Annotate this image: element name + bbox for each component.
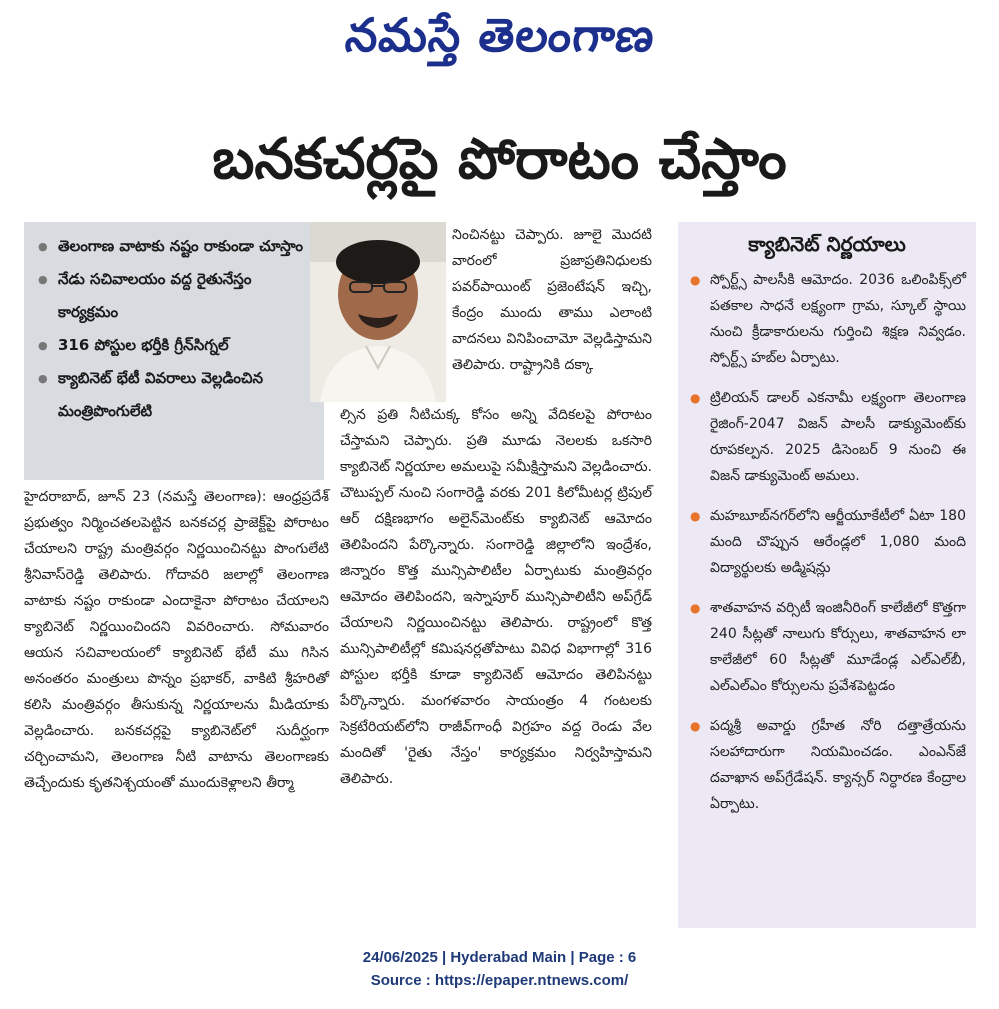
highlight-item: ● 316 పోస్టుల భర్తీకి గ్రీన్‌సిగ్నల్ — [34, 329, 316, 362]
footer-source-link[interactable]: Source : https://epaper.ntnews.com/ — [370, 972, 629, 989]
article-column-mid: ల్సిన ప్రతి నీటిచుక్క కోసం అన్ని వేదికలపై పోరాటం చేస్తామని చెప్పారు. ప్రతి మూడు నెలలకు ఒకసారి క్యాబినెట్ నిర్ణయాల అమలుపై సమీక్షిస్తామని వెల్లడించారు. చౌటుప్పల్ నుంచి సంగారెడ్డి వరకు 201 కిలోమీటర్ల ట్రిపుల్ ఆర్ దక్షిణభాగం అలైన్‌మెంట్‌కు క్యాబినెట్ ఆమోదం తెలిపిందని పేర్కొన్నారు. సంగారెడ్డి జిల్లాలోని ఇంద్రేశం, జిన్నారం కొత్త మున్సిపాలిటీల ఏర్పాటుకు మంత్రివర్గం ఆమోదం తెలిపిందని, ఇస్నాపూర్ మున్సిపాలిటీని అప్‌గ్రేడ్ చేయాలని నిర్ణయించినట్టు తెలిపారు. రాష్ట్రంలో కొత్త మున్సిపాలిటీల్లో కమిషనర్లతోపాటు వివిధ విభాగాల్లో 316 పోస్టుల భర్తీకి కూడా క్యాబినెట్ ఆమోదం తెలిపినట్టు పేర్కొన్నారు. మంగళవారం సాయంత్రం 4 గంటలకు సెక్రటేరియట్‌లోని రాజీవ్‌గాంధీ విగ్రహం వద్ద రెండు వేల మందితో 'రైతు నేస్తం' కార్యక్రమం నిర్వహిస్తామని తెలిపారు. — [340, 407, 652, 787]
highlight-item: ● తెలంగాణ వాటాకు నష్టం రాకుండా చూస్తాం — [34, 230, 316, 263]
cabinet-item: ● ట్రిలియన్ డాలర్ ఎకనామీ లక్ష్యంగా తెలంగాణ రైజింగ్-2047 విజన్ పాలసీ డాక్యుమెంట్‌కు రూపకల్పన. 2025 డిసెంబర్ 9 నుంచి ఈ విజన్ డాక్యుమెంట్ అమలు. — [688, 385, 966, 489]
cabinet-decisions-box — [678, 222, 976, 928]
footer-date-page: 24/06/2025 | Hyderabad Main | Page : 6 — [362, 949, 637, 966]
highlights-list — [24, 222, 324, 428]
masthead-title: నమస్తే తెలంగాణ — [342, 8, 658, 62]
headline: బనకచర్లపై పోరాటం చేస్తాం — [212, 127, 787, 192]
cabinet-item: ● శాతవాహన వర్సిటీ ఇంజినీరింగ్ కాలేజీలో కొత్తగా 240 సీట్లతో నాలుగు కోర్సులు, శాతవాహన లా కాలేజీలో 60 సీట్లతో మూడేండ్ల ఎల్‌ఎల్‌బీ, ఎల్‌ఎల్‌ఎం కోర్సులను ప్రవేశపెట్టడం — [688, 595, 966, 699]
masthead — [0, 0, 999, 90]
cabinet-title: క్యాబినెట్ నిర్ణయాలు — [748, 232, 906, 256]
highlight-item: ● నేడు సచివాలయం వద్ద రైతునేస్తం కార్యక్రమం — [34, 263, 316, 329]
minister-photo — [310, 222, 446, 402]
article-column-left: హైదరాబాద్, జూన్ 23 (నమస్తే తెలంగాణ): ఆంధ్రప్రదేశ్ ప్రభుత్వం నిర్మించతలపెట్టిన బనకచర్ల ప్రాజెక్ట్‌పై పోరాటం చేయాలని రాష్ట్ర మంత్రివర్గం నిర్ణయించినట్టు పొంగులేటి శ్రీనివాస్‌రెడ్డి తెలిపారు. గోదావరి జలాల్లో తెలంగాణ వాటాకు నష్టం రాకుండా ఎందాకైనా పోరాటం చేయాలని క్యాబినెట్ నిర్ణయించిందని వివరించారు. సోమవారం ఆయన సచివాలయంలో క్యాబినెట్ భేటీ ము గిసిన అనంతరం మంత్రులు పొన్నం ప్రభాకర్, వాకిటి శ్రీహరితో కలిసి మంత్రివర్గం తీసుకున్న నిర్ణయాలను మీడియాకు వెల్లడించారు. బనకచర్లపై క్యాబినెట్‌లో సుదీర్ఘంగా చర్చించామని, తెలంగాణ నీటి వాటాను తెలంగాణకు తెచ్చేందుకు కృతనిశ్చయంతో ముందుకెళ్లాలని తీర్మా — [24, 489, 329, 791]
footer — [0, 946, 999, 992]
highlight-item: ● క్యాబినెట్ భేటీ వివరాలు వెల్లడించిన మంత్రిపొంగులేటి — [34, 362, 316, 428]
cabinet-list — [678, 267, 976, 817]
article-column-mid-top: నించినట్టు చెప్పారు. జూలై మొదటి వారంలో ప్రజాప్రతినిధులకు పవర్‌పాయింట్ ప్రజెంటేషన్ ఇచ్చి, కేంద్రం ముందు తాము ఎలాంటి వాదనలు వినిపించామో వెల్లడిస్తామని తెలిపారు. రాష్ట్రానికి దక్కా — [452, 227, 652, 373]
cabinet-item: ● స్పోర్ట్స్ పాలసీకి ఆమోదం. 2036 ఒలింపిక్స్‌లో పతకాల సాధనే లక్ష్యంగా గ్రామ, స్కూల్ స్థాయి నుంచి క్రీడాకారులను గుర్తించి శిక్షణ నివ్వడం. స్పోర్ట్స్ హబ్‌ల ఏర్పాటు. — [688, 267, 966, 371]
highlights-box — [24, 222, 324, 480]
cabinet-item: ● మహబూబ్‌నగర్‌లోని ఆర్జీయూకేటీలో ఏటా 180 మంది చొప్పున ఆరేండ్లలో 1,080 మంది విద్యార్థులకు అడ్మిషన్లు — [688, 503, 966, 581]
cabinet-item: ● పద్మశ్రీ అవార్డు గ్రహీత నోరి దత్తాత్రేయను సలహాదారుగా నియమించడం. ఎంఎన్‌జే దవాఖాన అప్‌గ్రేడేషన్. క్యాన్సర్ నిర్ధారణ కేంద్రాల ఏర్పాటు. — [688, 713, 966, 817]
